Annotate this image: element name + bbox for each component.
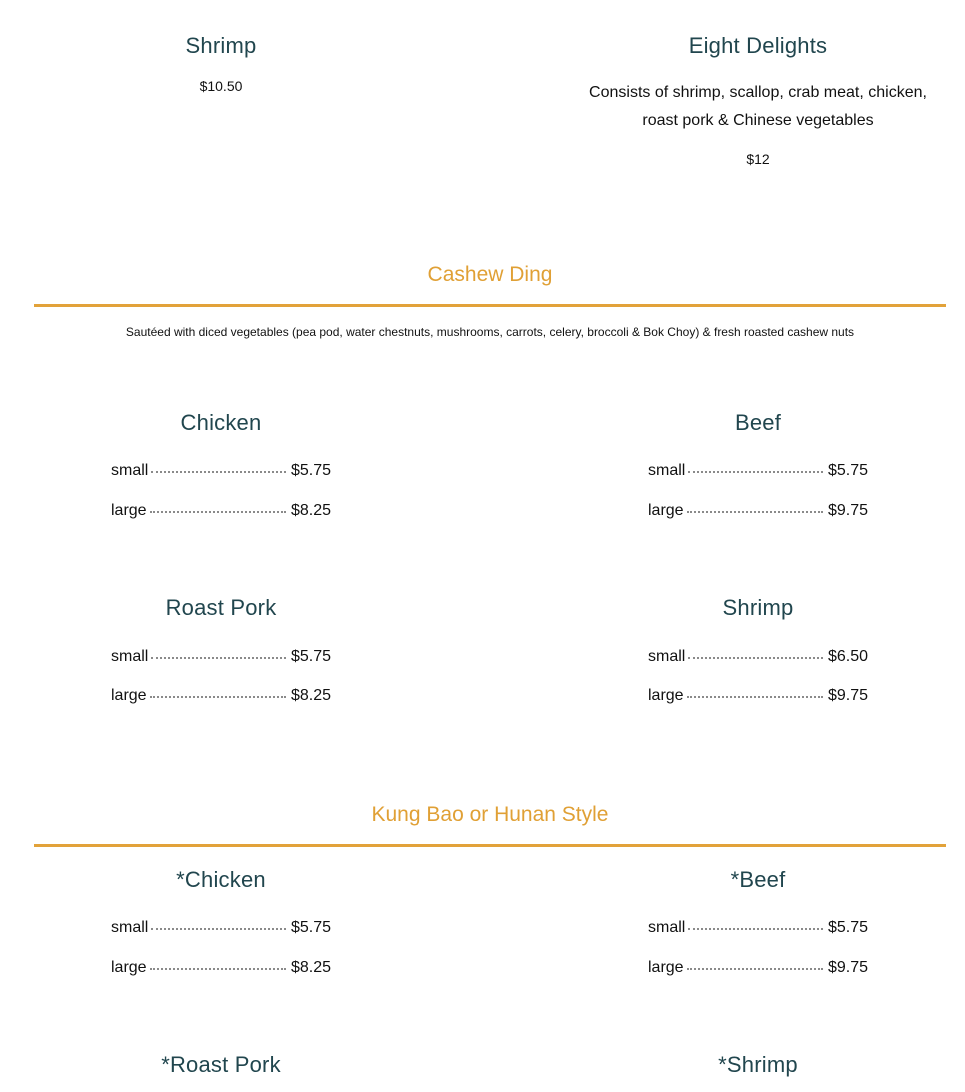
price-value: $5.75 — [290, 648, 331, 665]
size-label: large — [111, 687, 147, 704]
section-title-kung-bao: Kung Bao or Hunan Style — [371, 803, 609, 826]
price-value: $5.75 — [290, 462, 331, 479]
item-name-shrimp: Shrimp — [185, 33, 257, 58]
dot-leader — [688, 656, 823, 659]
price-row — [648, 648, 868, 670]
price-row — [648, 462, 868, 484]
section-title-cashew-ding: Cashew Ding — [427, 263, 553, 286]
price-value: $9.75 — [827, 502, 868, 519]
size-label: small — [648, 919, 686, 936]
price-value: $8.25 — [290, 959, 331, 976]
item-price-eight-delights: $12 — [746, 151, 770, 167]
dot-leader — [151, 927, 286, 930]
size-label: small — [648, 462, 686, 479]
dot-leader — [687, 967, 823, 970]
price-row — [648, 687, 868, 709]
price-row — [111, 959, 331, 981]
section-divider — [34, 844, 946, 847]
section-description: Sautéed with diced vegetables (pea pod, water chestnuts, mushrooms, carrots, celery, broccoli & Bok Choy) & fresh roasted cashew nuts — [125, 325, 855, 339]
item-name: Beef — [734, 410, 782, 435]
price-row — [648, 502, 868, 524]
dot-leader — [151, 470, 286, 473]
dot-leader — [151, 656, 286, 659]
size-label: small — [111, 919, 149, 936]
price-row — [111, 648, 331, 670]
price-value: $6.50 — [827, 648, 868, 665]
item-name: *Roast Pork — [161, 1052, 281, 1077]
dot-leader — [688, 927, 823, 930]
price-value: $5.75 — [290, 919, 331, 936]
dot-leader — [150, 510, 286, 513]
size-label: large — [111, 502, 147, 519]
section-divider — [34, 304, 946, 307]
item-name: Chicken — [180, 410, 262, 435]
price-value: $9.75 — [827, 687, 868, 704]
item-name: *Beef — [730, 867, 786, 892]
item-name: Roast Pork — [165, 595, 277, 620]
item-name: *Shrimp — [718, 1052, 798, 1077]
price-value: $8.25 — [290, 687, 331, 704]
size-label: large — [648, 959, 684, 976]
price-value: $8.25 — [290, 502, 331, 519]
size-label: small — [111, 648, 149, 665]
price-row — [111, 919, 331, 941]
price-row — [648, 919, 868, 941]
item-name-eight-delights: Eight Delights — [688, 33, 828, 58]
description-line: roast pork & Chinese vegetables — [642, 112, 874, 129]
dot-leader — [687, 695, 823, 698]
price-value: $9.75 — [827, 959, 868, 976]
price-row — [111, 462, 331, 484]
size-label: large — [648, 502, 684, 519]
description-line: Consists of shrimp, scallop, crab meat, chicken, — [589, 84, 927, 101]
dot-leader — [150, 695, 286, 698]
size-label: large — [648, 687, 684, 704]
dot-leader — [688, 470, 823, 473]
item-price-shrimp: $10.50 — [199, 78, 243, 94]
item-name: Shrimp — [722, 595, 794, 620]
price-row — [111, 502, 331, 524]
dot-leader — [687, 510, 823, 513]
price-value: $5.75 — [827, 462, 868, 479]
dot-leader — [150, 967, 286, 970]
size-label: large — [111, 959, 147, 976]
size-label: small — [111, 462, 149, 479]
price-row — [111, 687, 331, 709]
item-name: *Chicken — [176, 867, 266, 892]
size-label: small — [648, 648, 686, 665]
item-description-eight-delights — [568, 79, 948, 135]
price-row — [648, 959, 868, 981]
price-value: $5.75 — [827, 919, 868, 936]
